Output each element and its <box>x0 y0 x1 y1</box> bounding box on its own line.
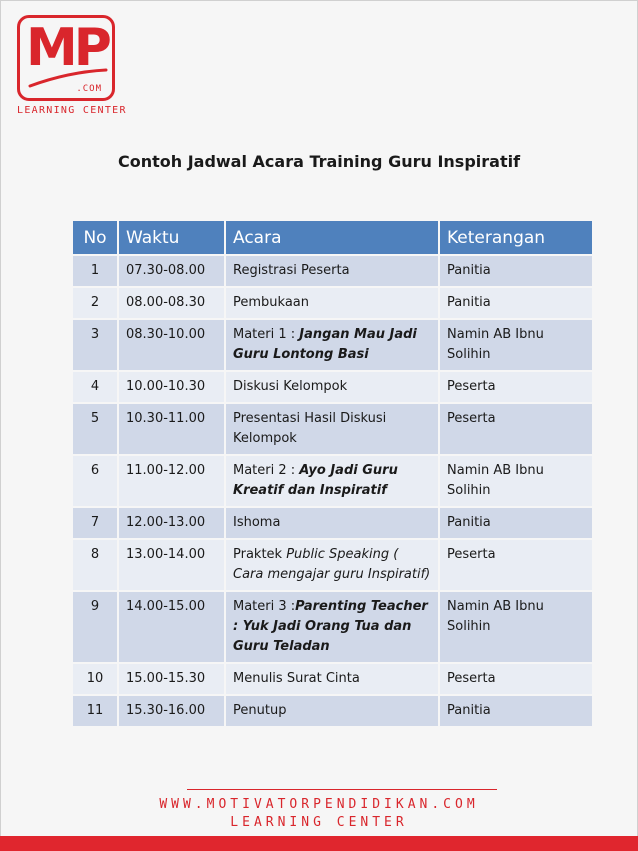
header-keterangan: Keterangan <box>440 221 592 254</box>
acara-text-segment: Jangan Mau Jadi Guru Lontong Basi <box>233 327 417 362</box>
logo-domain-suffix: .COM <box>76 84 102 94</box>
logo-subtitle: LEARNING CENTER <box>17 105 127 116</box>
cell-keterangan: Panitia <box>440 256 592 286</box>
acara-text-segment: Ishoma <box>233 515 281 530</box>
cell-waktu: 10.30-11.00 <box>119 404 224 454</box>
cell-acara <box>226 288 438 318</box>
cell-acara <box>226 404 438 454</box>
cell-acara <box>226 372 438 402</box>
header-waktu: Waktu <box>119 221 224 254</box>
header-acara: Acara <box>226 221 438 254</box>
cell-waktu: 15.00-15.30 <box>119 664 224 694</box>
acara-text-segment: Pembukaan <box>233 295 310 310</box>
cell-acara <box>226 540 438 590</box>
table-row <box>73 372 592 402</box>
acara-text-segment: Diskusi Kelompok <box>233 379 348 394</box>
footer-bar <box>0 836 638 851</box>
cell-keterangan: Namin AB Ibnu Solihin <box>440 320 592 370</box>
cell-acara <box>226 456 438 506</box>
table-row <box>73 456 592 506</box>
cell-keterangan: Panitia <box>440 288 592 318</box>
table-row <box>73 256 592 286</box>
acara-text-segment: Materi 3 : <box>233 599 296 614</box>
acara-text-segment: Menulis Surat Cinta <box>233 671 360 686</box>
schedule-body <box>73 256 592 726</box>
table-row <box>73 592 592 662</box>
acara-text-segment: Penutup <box>233 703 287 718</box>
cell-no: 11 <box>73 696 117 726</box>
cell-waktu: 08.00-08.30 <box>119 288 224 318</box>
cell-waktu: 07.30-08.00 <box>119 256 224 286</box>
cell-no: 4 <box>73 372 117 402</box>
cell-acara <box>226 320 438 370</box>
cell-waktu: 14.00-15.00 <box>119 592 224 662</box>
footer-url: WWW.MOTIVATORPENDIDIKAN.COM <box>159 797 479 812</box>
acara-text-segment: Parenting Teacher : Yuk Jadi Orang Tua dan Guru Teladan <box>233 599 428 654</box>
cell-no: 8 <box>73 540 117 590</box>
acara-text-segment: Presentasi Hasil Diskusi Kelompok <box>233 411 387 446</box>
cell-keterangan: Panitia <box>440 696 592 726</box>
cell-keterangan: Namin AB Ibnu Solihin <box>440 592 592 662</box>
cell-waktu: 13.00-14.00 <box>119 540 224 590</box>
acara-text-segment: Public Speaking ( Cara mengajar guru Inspiratif) <box>233 547 431 582</box>
acara-text-segment: Ayo Jadi Guru Kreatif dan Inspiratif <box>233 463 398 498</box>
table-row <box>73 404 592 454</box>
table-row <box>73 288 592 318</box>
cell-acara <box>226 696 438 726</box>
cell-acara <box>226 664 438 694</box>
mp-logo <box>17 15 115 101</box>
cell-acara <box>226 592 438 662</box>
cell-no: 9 <box>73 592 117 662</box>
cell-waktu: 08.30-10.00 <box>119 320 224 370</box>
cell-no: 1 <box>73 256 117 286</box>
acara-text-segment: Materi 1 : <box>233 327 300 342</box>
acara-text-segment: Registrasi Peserta <box>233 263 350 278</box>
cell-no: 10 <box>73 664 117 694</box>
cell-keterangan: Panitia <box>440 508 592 538</box>
cell-waktu: 15.30-16.00 <box>119 696 224 726</box>
acara-text-segment: Materi 2 : <box>233 463 300 478</box>
cell-keterangan: Peserta <box>440 372 592 402</box>
cell-acara <box>226 508 438 538</box>
cell-acara <box>226 256 438 286</box>
table-row <box>73 540 592 590</box>
footer-subtitle: LEARNING CENTER <box>230 815 408 830</box>
cell-no: 5 <box>73 404 117 454</box>
table-row <box>73 664 592 694</box>
table-row <box>73 508 592 538</box>
cell-keterangan: Peserta <box>440 404 592 454</box>
table-row <box>73 320 592 370</box>
cell-waktu: 12.00-13.00 <box>119 508 224 538</box>
cell-waktu: 10.00-10.30 <box>119 372 224 402</box>
footer-divider <box>187 789 497 790</box>
acara-text-segment: Praktek <box>233 547 287 562</box>
cell-no: 3 <box>73 320 117 370</box>
table-row <box>73 696 592 726</box>
page-title: Contoh Jadwal Acara Training Guru Inspiratif <box>117 152 521 171</box>
schedule-table <box>71 219 594 728</box>
logo-mark: MP <box>26 18 108 78</box>
cell-keterangan: Namin AB Ibnu Solihin <box>440 456 592 506</box>
table-header-row <box>73 221 592 254</box>
cell-no: 2 <box>73 288 117 318</box>
cell-keterangan: Peserta <box>440 664 592 694</box>
cell-keterangan: Peserta <box>440 540 592 590</box>
header-no: No <box>73 221 117 254</box>
cell-no: 7 <box>73 508 117 538</box>
cell-waktu: 11.00-12.00 <box>119 456 224 506</box>
cell-no: 6 <box>73 456 117 506</box>
